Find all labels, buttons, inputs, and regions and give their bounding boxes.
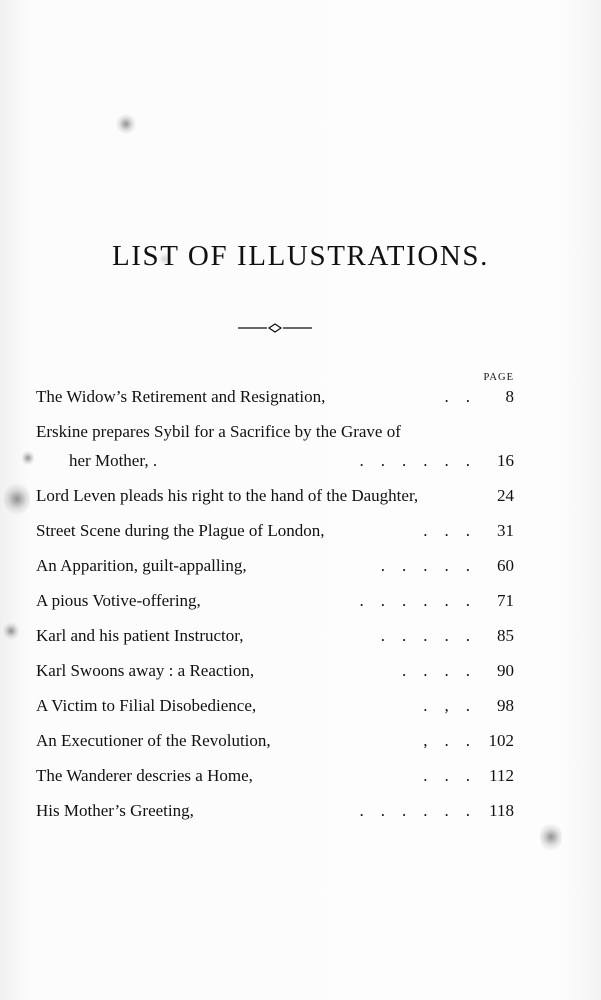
page-number: 60 [497,556,514,575]
list-item [36,549,514,584]
illustration-title-continued: her Mother, . [69,451,158,470]
list-item [36,794,514,829]
illustration-title: The Wanderer descries a Home, [36,766,253,785]
illustration-title: Street Scene during the Plague of London, [36,521,325,540]
ink-spot [3,622,19,640]
list-item [36,759,514,794]
illustration-title: A Victim to Filial Disobedience, [36,696,257,715]
illustration-title: Karl and his patient Instructor, [36,626,244,645]
leader-dots: . . . . . . [359,801,470,820]
page-number: 71 [497,591,514,610]
leader-dots: . . . . . [380,626,470,645]
leader-dots: , . . [423,731,470,750]
ink-spot [540,822,562,852]
page-number: 16 [497,451,514,470]
leader-dots: . . . . . . [359,591,470,610]
list-item [36,415,514,479]
list-item [36,689,514,724]
leader-dots: . . . . . . [359,451,470,470]
list-item [36,724,514,759]
leader-dots: . , . [423,696,470,715]
page-number: 85 [497,626,514,645]
list-item [36,479,514,514]
illustrations-list [36,380,514,829]
leader-dots: . . . [423,521,470,540]
page-number: 102 [488,731,514,750]
page-number: 90 [497,661,514,680]
list-item [36,654,514,689]
illustration-title: His Mother’s Greeting, [36,801,194,820]
page-number: 8 [505,387,514,406]
leader-dots: . . . [423,766,470,785]
list-item [36,619,514,654]
page-number: 24 [497,486,514,505]
illustration-title: Karl Swoons away : a Reaction, [36,661,255,680]
illustration-title: A pious Votive-offering, [36,591,201,610]
illustration-title: Erskine prepares Sybil for a Sacrifice by the Grave of [36,422,401,441]
page-number: 118 [489,801,514,820]
list-item [36,584,514,619]
list-item [36,380,514,415]
page-number: 98 [497,696,514,715]
ink-spot [116,114,136,134]
ink-spot [22,450,34,466]
page-number: 112 [489,766,514,785]
page-column-header: PAGE [483,372,514,383]
leader-dots: . . [444,387,470,406]
ink-spot [4,482,30,516]
leader-dots: . . . . [402,661,470,680]
illustration-title: The Widow’s Retirement and Resignation, [36,387,326,406]
list-item [36,514,514,549]
illustration-title: An Apparition, guilt-appalling, [36,556,247,575]
page-title: LIST OF ILLUSTRATIONS. [111,240,490,272]
leader-dots: . . . . . [380,556,470,575]
diamond-rule-icon [238,321,312,335]
illustration-title: Lord Leven pleads his right to the hand of the Daughter, [36,486,419,505]
illustration-title: An Executioner of the Revolution, [36,731,271,750]
page-number: 31 [497,521,514,540]
